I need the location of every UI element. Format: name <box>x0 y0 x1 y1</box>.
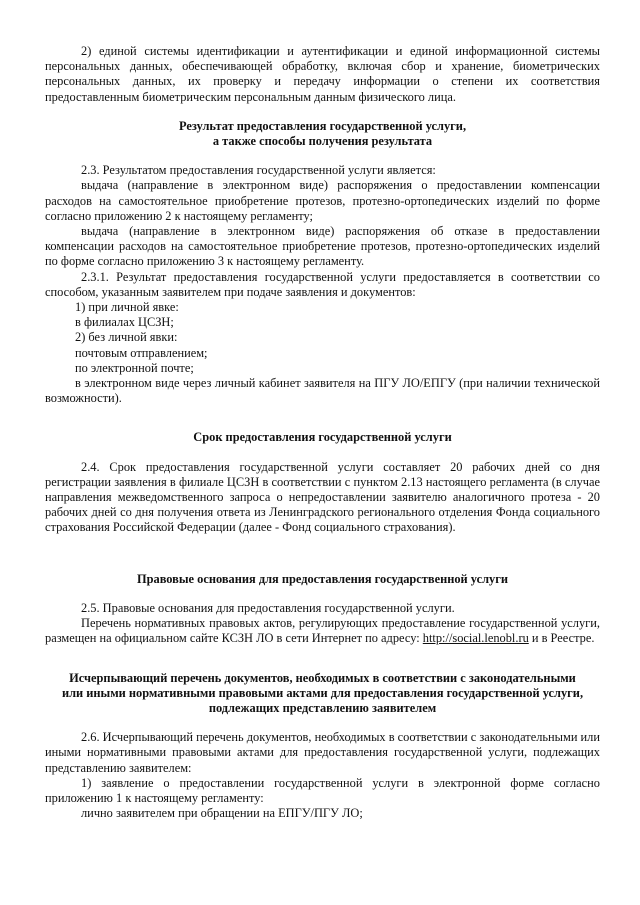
paragraph-2-4: 2.4. Срок предоставления государственной услуги составляет 20 рабочих дней со дня регистрации заявления в филиале ЦСЗН в соответствии с пунктом 2.13 настоящего регламента (в случае направления межведомственного запроса о непредоставлении заявителю аналогичного протеза - 20 рабочих дней со дня получения ответа из Ленинградского регионального отделения Фонда социального страхования Российской Федерации (далее - Фонд социального страхования). <box>45 459 600 535</box>
heading-legal: Правовые основания для предоставления государственной услуги <box>136 571 509 586</box>
paragraph-2-3-issue-refusal: выдача (направление в электронном виде) распоряжения об отказе в предоставлении компенсации расходов на самостоятельное приобретение протезов, протезно-ортопедических изделий по форме согласно приложению 3 к настоящему регламенту. <box>45 224 600 269</box>
list-item-personal: 1) при личной явке: <box>75 300 179 315</box>
paragraph-intro-2: 2) единой системы идентификации и аутентификации и единой информационной системы персональных данных, обеспечивающей обработку, включая сбор и хранение, биометрических персональных данных, их проверку и передачу информации о степени их соответствия предоставленным биометрическим персональным данным физического лица. <box>45 44 600 104</box>
paragraph-2-3-1: 2.3.1. Результат предоставления государственной услуги предоставляется в соответствии со способом, указанным заявителем при подаче заявления и документов: <box>45 269 600 299</box>
heading-result <box>45 119 600 149</box>
document-body <box>45 44 600 821</box>
paragraph-2-3-issue-grant: выдача (направление в электронном виде) распоряжения о предоставлении компенсации расходов на самостоятельное приобретение протезов, протезно-ортопедических изделий по форме согласно приложению 2 к настоящему регламенту; <box>45 178 600 223</box>
paragraph-application: 1) заявление о предоставлении государственной услуги в электронной форме согласно приложению 1 к настоящему регламенту: <box>45 775 600 805</box>
heading-result-line-1: Результат предоставления государственной услуги, <box>178 118 467 133</box>
heading-docs-line-2: или иными нормативными правовыми актами для предоставления государственной услуги, <box>61 685 584 700</box>
heading-term: Срок предоставления государственной услуги <box>193 430 452 445</box>
heading-docs <box>45 671 600 717</box>
heading-result-line-2: а также способы получения результата <box>212 134 433 149</box>
paragraph-2-5: 2.5. Правовые основания для предоставления государственной услуги. <box>81 600 455 615</box>
list-item-remote: 2) без личной явки: <box>75 330 178 345</box>
paragraph-2-3: 2.3. Результатом предоставления государственной услуги является: <box>81 163 436 178</box>
paragraph-application-epgu: лично заявителем при обращении на ЕПГУ/ПГУ ЛО; <box>81 806 363 821</box>
list-item-branches: в филиалах ЦСЗН; <box>75 315 174 330</box>
legal-acts-text: Перечень нормативных правовых актов, регулирующих предоставление государственной услуги, размещен на официальном сайте КСЗН ЛО в сети Интернет по адресу: <box>45 616 600 646</box>
paragraph-2-6: 2.6. Исчерпывающий перечень документов, необходимых в соответствии с законодательными или иными нормативными правовыми актами для предоставления государственной услуги, подлежащих представлению заявителем: <box>45 730 600 775</box>
heading-docs-line-1: Исчерпывающий перечень документов, необходимых в соответствии с законодательными <box>69 670 576 685</box>
paragraph-legal-acts <box>45 616 600 646</box>
list-item-cabinet: в электронном виде через личный кабинет заявителя на ПГУ ЛО/ЕПГУ (при наличии технической возможности). <box>45 376 600 406</box>
legal-acts-text-end: и в Реестре. <box>528 631 595 646</box>
social-site-link[interactable]: http://social.lenobl.ru <box>422 631 529 646</box>
heading-docs-line-3: подлежащих представлению заявителем <box>208 700 437 715</box>
list-item-email: по электронной почте; <box>75 360 194 375</box>
list-item-post: почтовым отправлением; <box>75 345 208 360</box>
